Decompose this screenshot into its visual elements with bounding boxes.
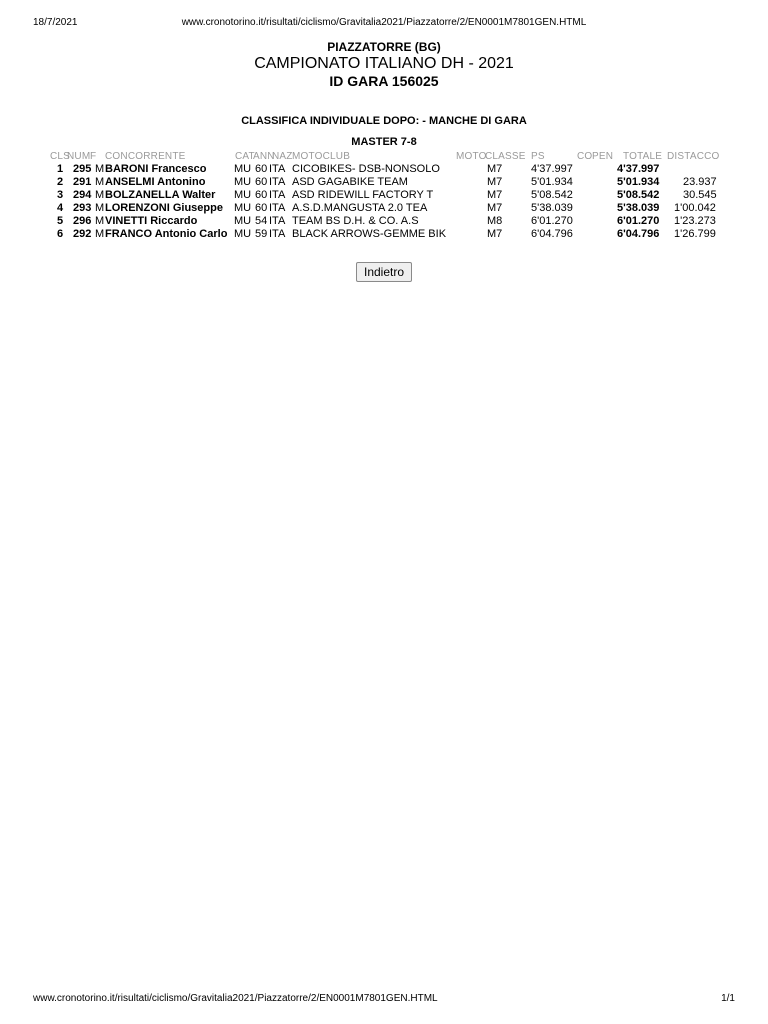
cell-cls: 2 (57, 176, 64, 188)
cell-classe: M8 (487, 215, 503, 227)
header-cls: CLS (50, 151, 71, 162)
classification-title: CLASSIFICA INDIVIDUALE DOPO: - MANCHE DI GARA (241, 115, 527, 127)
cell-cat: MU (234, 176, 252, 188)
cell-ann: 59 (255, 228, 268, 240)
cell-cat: MU (234, 189, 252, 201)
page-number: 1/1 (721, 993, 735, 1004)
cell-num: 291 (73, 176, 92, 188)
cell-club: BLACK ARROWS-GEMME BIK (292, 228, 447, 240)
print-date: 18/7/2021 (33, 17, 78, 28)
table-row (50, 163, 730, 176)
cell-naz: ITA (269, 189, 286, 201)
cell-ps: 4'37.997 (531, 163, 573, 175)
header-classe: CLASSE (485, 151, 526, 162)
cell-ann: 54 (255, 215, 268, 227)
cell-cat: MU (234, 228, 252, 240)
header-distacco: DISTACCO (667, 151, 720, 162)
header-num: NUM (67, 151, 91, 162)
cell-club: ASD RIDEWILL FACTORY T (292, 189, 434, 201)
cell-classe: M7 (487, 202, 503, 214)
race-id: ID GARA 156025 (329, 73, 439, 89)
cell-distacco: 1'00.042 (674, 202, 716, 214)
table-header (50, 150, 730, 163)
cell-name: FRANCO Antonio Carlo (105, 228, 228, 240)
cell-classe: M7 (487, 228, 503, 240)
header-co: CO (577, 151, 593, 162)
cell-ps: 6'04.796 (531, 228, 573, 240)
table-row (50, 202, 730, 215)
header-motoclub: MOTOCLUB (292, 151, 351, 162)
cell-classe: M7 (487, 163, 503, 175)
cell-num: 293 (73, 202, 92, 214)
cell-name: VINETTI Riccardo (105, 215, 198, 227)
cell-totale: 6'04.796 (617, 228, 660, 240)
header-naz: NAZ (272, 151, 293, 162)
cell-ps: 6'01.270 (531, 215, 573, 227)
event-location: PIAZZATORRE (BG) (327, 40, 441, 54)
cell-distacco: 30.545 (683, 189, 717, 201)
table-row (50, 189, 730, 202)
back-button[interactable]: Indietro (356, 262, 412, 282)
cell-club: CICOBIKES- DSB-NONSOLO (292, 163, 440, 175)
cell-distacco: 1'26.799 (674, 228, 716, 240)
cell-num: 292 (73, 228, 92, 240)
cell-cls: 6 (57, 228, 64, 240)
cell-naz: ITA (269, 202, 286, 214)
cell-club: TEAM BS D.H. & CO. A.S (292, 215, 419, 227)
cell-cls: 3 (57, 189, 64, 201)
cell-ps: 5'01.934 (531, 176, 573, 188)
cell-naz: ITA (269, 176, 286, 188)
cell-num: 296 (73, 215, 92, 227)
cell-f: M (95, 202, 105, 214)
header-ps: PS (531, 151, 545, 162)
cell-f: M (95, 163, 105, 175)
results-table (50, 150, 730, 241)
cell-classe: M7 (487, 176, 503, 188)
print-footer-url: www.cronotorino.it/risultati/ciclismo/Gravitalia2021/Piazzatorre/2/EN0001M7801GEN.HTML (33, 993, 438, 1004)
cell-naz: ITA (269, 163, 286, 175)
cell-f: M (95, 215, 105, 227)
cell-name: BARONI Francesco (105, 163, 207, 175)
header-pen: PEN (592, 151, 614, 162)
event-titles (0, 40, 768, 90)
cell-totale: 5'08.542 (617, 189, 660, 201)
cell-cat: MU (234, 215, 252, 227)
header-totale: TOTALE (623, 151, 663, 162)
cell-num: 294 (73, 189, 92, 201)
header-moto: MOTO (456, 151, 487, 162)
cell-cls: 5 (57, 215, 64, 227)
cell-totale: 5'38.039 (617, 202, 660, 214)
cell-cat: MU (234, 163, 252, 175)
cell-f: M (95, 189, 105, 201)
header-concorrente: CONCORRENTE (105, 151, 186, 162)
cell-name: ANSELMI Antonino (105, 176, 206, 188)
cell-totale: 4'37.997 (617, 163, 660, 175)
cell-cls: 4 (57, 202, 64, 214)
cell-club: A.S.D.MANGUSTA 2.0 TEA (292, 202, 428, 214)
cell-cls: 1 (57, 163, 64, 175)
cell-classe: M7 (487, 189, 503, 201)
header-cat: CAT (235, 151, 255, 162)
cell-club: ASD GAGABIKE TEAM (292, 176, 408, 188)
cell-totale: 5'01.934 (617, 176, 660, 188)
cell-ann: 60 (255, 176, 268, 188)
cell-ps: 5'38.039 (531, 202, 573, 214)
cell-name: BOLZANELLA Walter (105, 189, 216, 201)
cell-cat: MU (234, 202, 252, 214)
cell-name: LORENZONI Giuseppe (105, 202, 223, 214)
category-title: MASTER 7-8 (351, 136, 417, 148)
cell-distacco: 23.937 (683, 176, 717, 188)
cell-ann: 60 (255, 189, 268, 201)
cell-f: M (95, 228, 105, 240)
cell-naz: ITA (269, 228, 286, 240)
cell-ann: 60 (255, 163, 268, 175)
table-row (50, 176, 730, 189)
cell-totale: 6'01.270 (617, 215, 660, 227)
print-header-url: www.cronotorino.it/risultati/ciclismo/Gravitalia2021/Piazzatorre/2/EN0001M7801GEN.HTML (181, 17, 587, 28)
header-ann: ANN (253, 151, 275, 162)
cell-num: 295 (73, 163, 92, 175)
cell-ann: 60 (255, 202, 268, 214)
event-title: CAMPIONATO ITALIANO DH - 2021 (254, 55, 514, 72)
cell-f: M (95, 176, 105, 188)
header-f: F (90, 151, 97, 162)
cell-naz: ITA (269, 215, 286, 227)
cell-ps: 5'08.542 (531, 189, 573, 201)
table-row (50, 228, 730, 241)
table-row (50, 215, 730, 228)
cell-distacco: 1'23.273 (674, 215, 716, 227)
